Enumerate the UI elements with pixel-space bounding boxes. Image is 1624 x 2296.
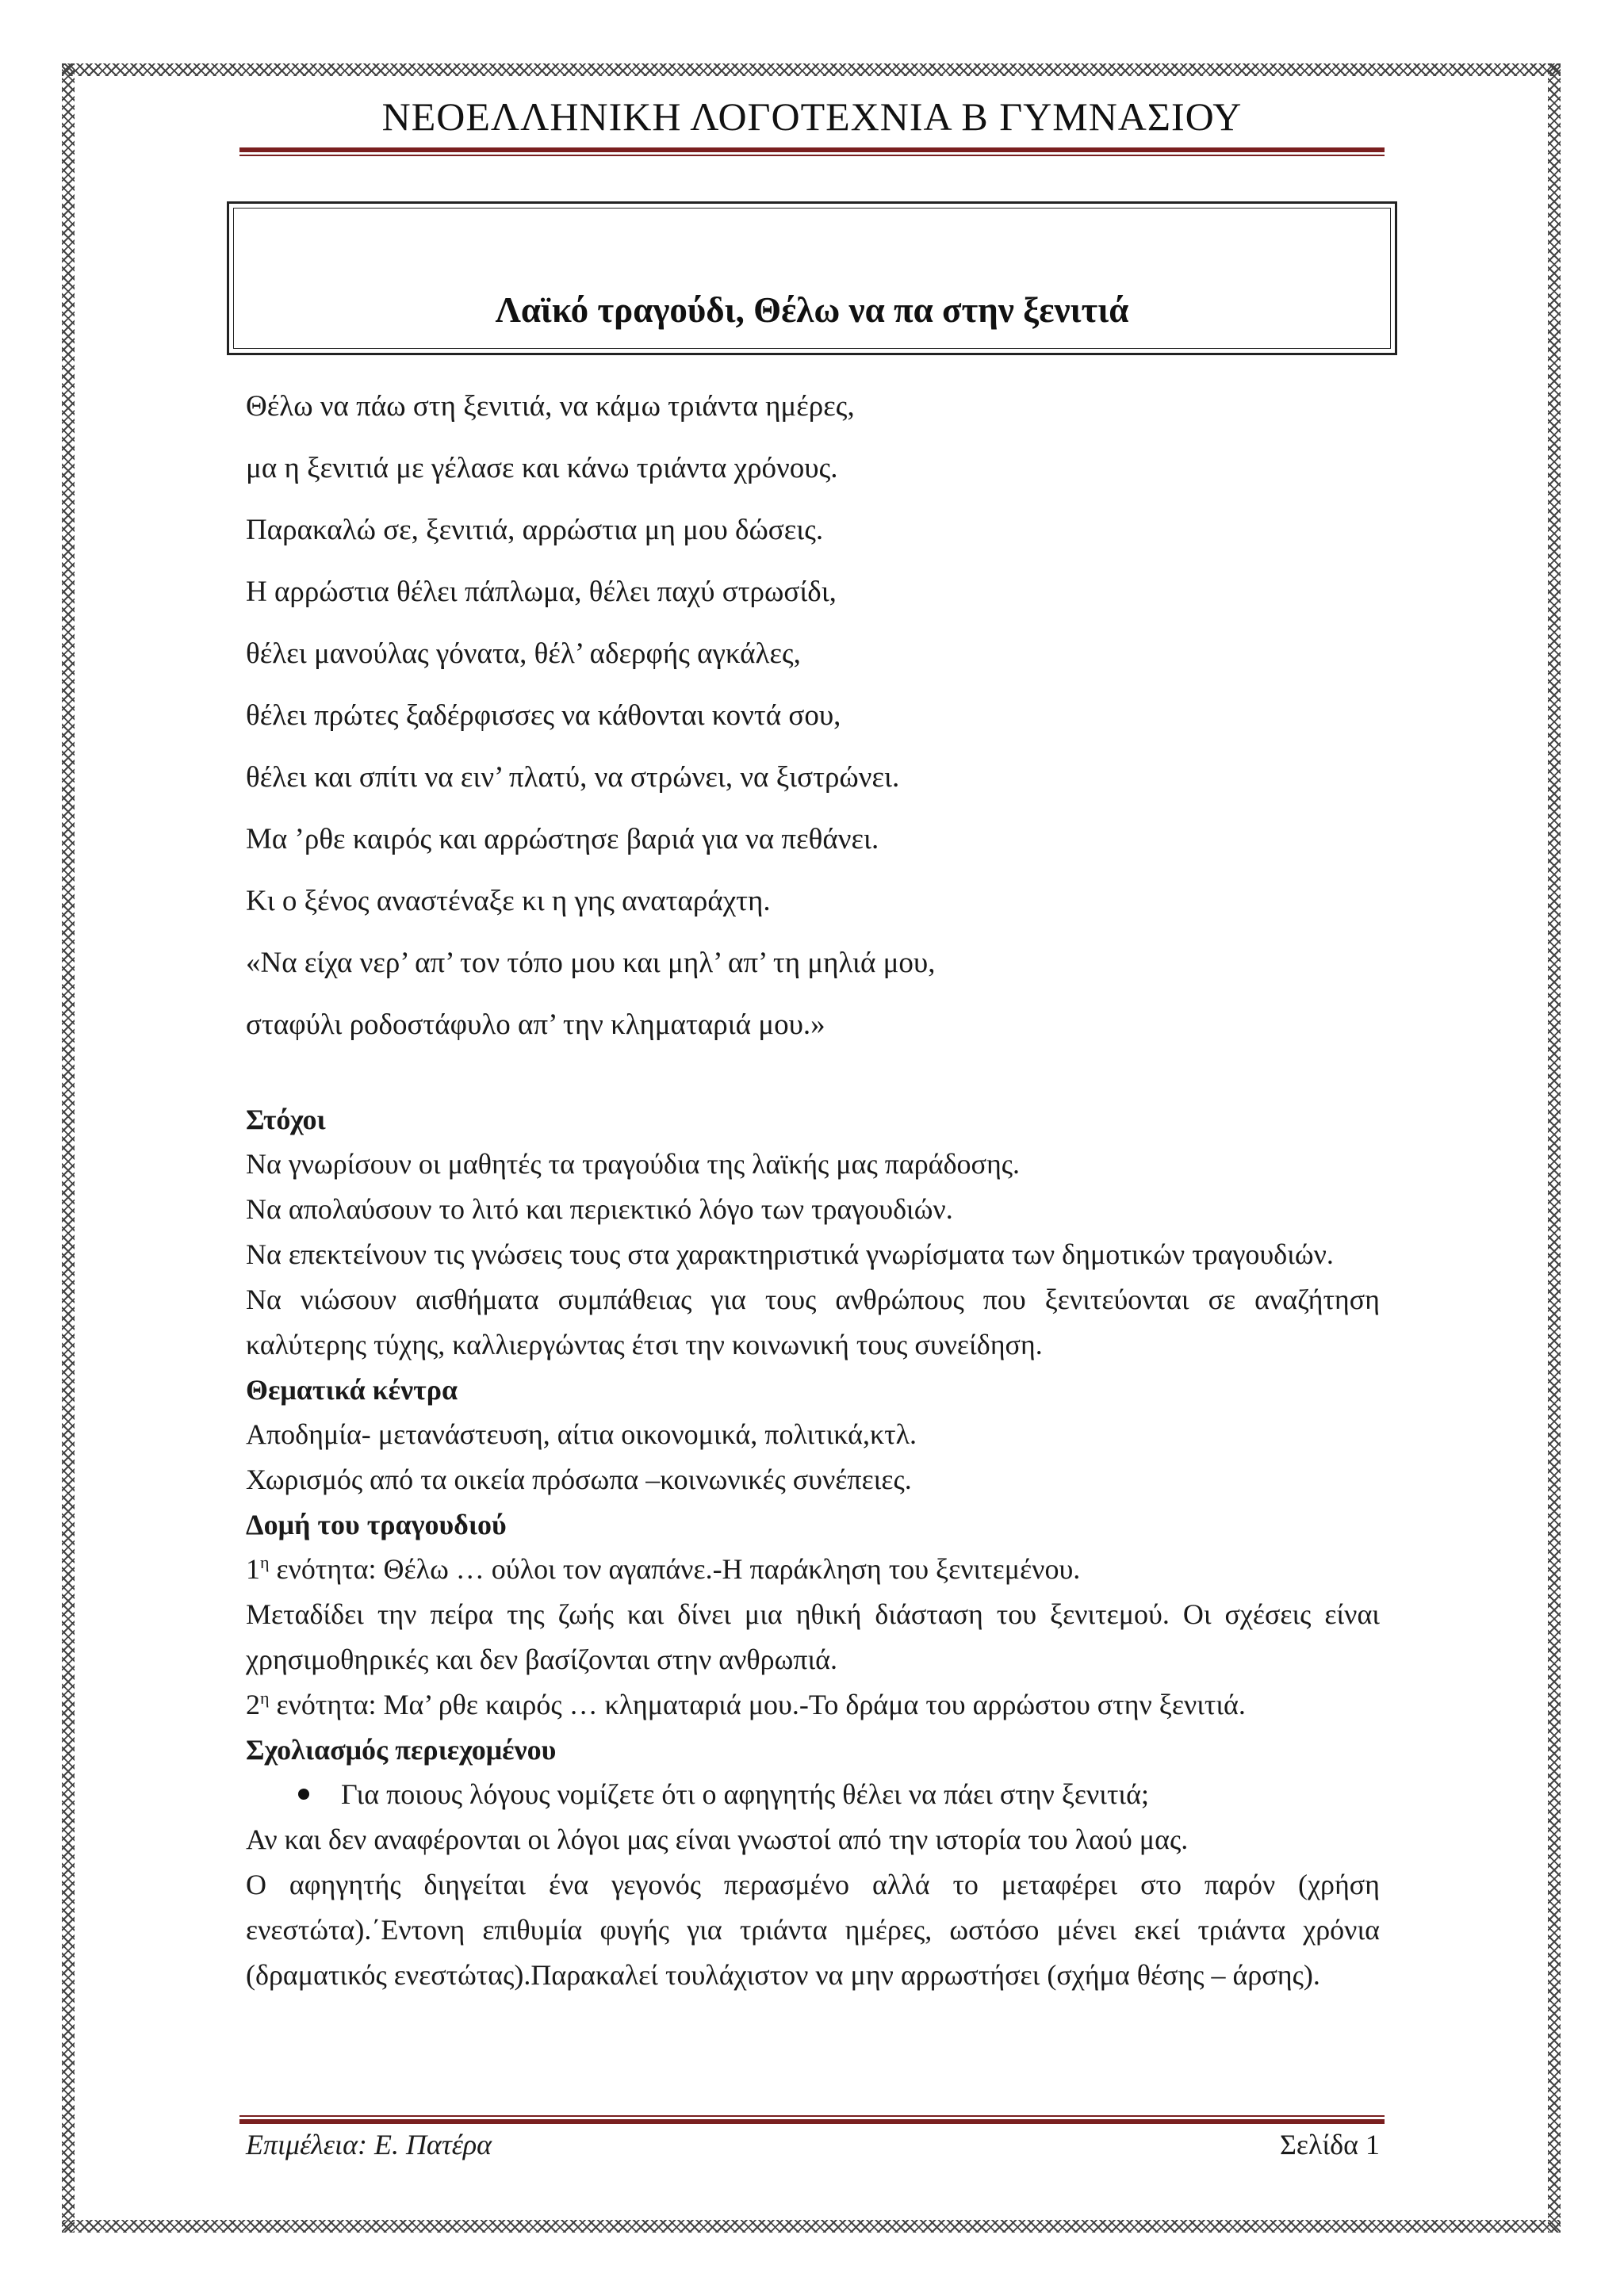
poem-line: μα η ξενιτιά με γέλασε και κάνω τριάντα χρόνους.	[246, 452, 838, 484]
poem-title-box	[227, 201, 1397, 355]
poem-line: Θέλω να πάω στη ξενιτιά, να κάμω τριάντα ημέρες,	[246, 390, 855, 423]
border-left	[62, 63, 75, 2233]
structure-heading: Δομή του τραγουδιού	[246, 1509, 507, 1540]
footer-page-number: Σελίδα 1	[1279, 2129, 1380, 2160]
commentary-heading: Σχολιασμός περιεχομένου	[246, 1734, 557, 1766]
border-top	[62, 63, 1561, 76]
poem-line: θέλει μανούλας γόνατα, θέλ’ αδερφής αγκάλες,	[246, 637, 801, 670]
poem-line: Κι ο ξένος αναστέναξε κι η γης αναταράχτη.	[246, 885, 771, 917]
poem-line: σταφύλι ροδοστάφυλο απ’ την κληματαριά μου.»	[246, 1008, 825, 1041]
commentary-answer: Αν και δεν αναφέρονται οι λόγοι μας είναι γνωστοί από την ιστορία του λαού μας.	[246, 1823, 1189, 1855]
header-rule	[239, 147, 1385, 156]
border-bottom	[62, 2220, 1561, 2233]
poem-line: θέλει πρώτες ξαδέρφισσες να κάθονται κοντά σου,	[246, 699, 841, 732]
theme-item: Χωρισμός από τα οικεία πρόσωπα –κοινωνικές συνέπειες.	[246, 1464, 912, 1495]
themes-heading: Θεματικά κέντρα	[246, 1374, 458, 1406]
unit-2-text: ενότητα: Μα’ ρθε καιρός … κληματαριά μου.-Το δράμα του αρρώστου στην ξενιτιά.	[269, 1689, 1246, 1720]
structure-unit-1-description: Μεταδίδει την πείρα της ζωής και δίνει μια ηθική διάσταση του ξενιτεμού. Οι σχέσεις είναι χρησιμοθηρικές και δεν βασίζονται στην ανθρωπιά.	[246, 1598, 1380, 1675]
unit-2-number: 2	[246, 1689, 260, 1720]
commentary-bullet-item	[246, 1772, 1380, 1817]
bullet-icon	[298, 1789, 309, 1800]
unit-2-superscript: η	[260, 1688, 270, 1708]
unit-1-text: ενότητα: Θέλω … ούλοι τον αγαπάνε.-Η παράκληση του ξενιτεμένου.	[269, 1553, 1081, 1585]
footer-rule	[239, 2115, 1385, 2124]
structure-unit-1	[246, 1547, 1380, 1592]
poem-text	[246, 376, 1372, 1056]
lesson-content	[246, 1097, 1380, 1998]
poem-line: Παρακαλώ σε, ξενιτιά, αρρώστια μη μου δώσεις.	[246, 514, 824, 546]
goals-heading: Στόχοι	[246, 1104, 326, 1135]
unit-1-number: 1	[246, 1553, 260, 1585]
goal-item: Να γνωρίσουν οι μαθητές τα τραγούδια της λαϊκής μας παράδοσης.	[246, 1148, 1021, 1180]
poem-line: Η αρρώστια θέλει πάπλωμα, θέλει παχύ στρωσίδι,	[246, 576, 837, 608]
structure-unit-2	[246, 1682, 1380, 1728]
footer-author: Επιμέλεια: Ε. Πατέρα	[246, 2129, 492, 2160]
goal-item: Να νιώσουν αισθήματα συμπάθειας για τους ανθρώπους που ξενιτεύονται σε αναζήτηση καλύτερης τύχης, καλλιεργώντας έτσι την κοινωνική τους συνείδηση.	[246, 1284, 1380, 1360]
poem-line: θέλει και σπίτι να ειν’ πλατύ, να στρώνει, να ξιστρώνει.	[246, 761, 900, 794]
poem-line: «Να είχα νερ’ απ’ τον τόπο μου και μηλ’ απ’ τη μηλιά μου,	[246, 947, 936, 979]
document-header-title: ΝΕΟΕΛΛΗΝΙΚΗ ΛΟΓΟΤΕΧΝΙΑ Β ΓΥΜΝΑΣΙΟΥ	[381, 94, 1243, 139]
commentary-question: Για ποιους λόγους νομίζετε ότι ο αφηγητής θέλει να πάει στην ξενιτιά;	[341, 1778, 1149, 1810]
poem-line: Μα ’ρθε καιρός και αρρώστησε βαριά για να πεθάνει.	[246, 823, 879, 855]
commentary-answer: Ο αφηγητής διηγείται ένα γεγονός περασμένο αλλά το μεταφέρει στο παρόν (χρήση ενεστώτα).΄Εντονη επιθυμία φυγής για τριάντα ημέρες, ωστόσο μένει εκεί τριάντα χρόνια (δραματικός ενεστώτας).Παρακαλεί τουλάχιστον να μην αρρωστήσει (σχήμα θέσης – άρσης).	[246, 1869, 1380, 1991]
unit-1-superscript: η	[260, 1552, 270, 1572]
goal-item: Να επεκτείνουν τις γνώσεις τους στα χαρακτηριστικά γνωρίσματα των δημοτικών τραγουδιών.	[246, 1238, 1334, 1270]
goal-item: Να απολαύσουν το λιτό και περιεκτικό λόγο των τραγουδιών.	[246, 1193, 953, 1225]
poem-title: Λαϊκό τραγούδι, Θέλω να πα στην ξενιτιά	[495, 290, 1129, 330]
theme-item: Αποδημία- μετανάστευση, αίτια οικονομικά, πολιτικά,κτλ.	[246, 1418, 917, 1450]
border-right	[1548, 63, 1561, 2233]
